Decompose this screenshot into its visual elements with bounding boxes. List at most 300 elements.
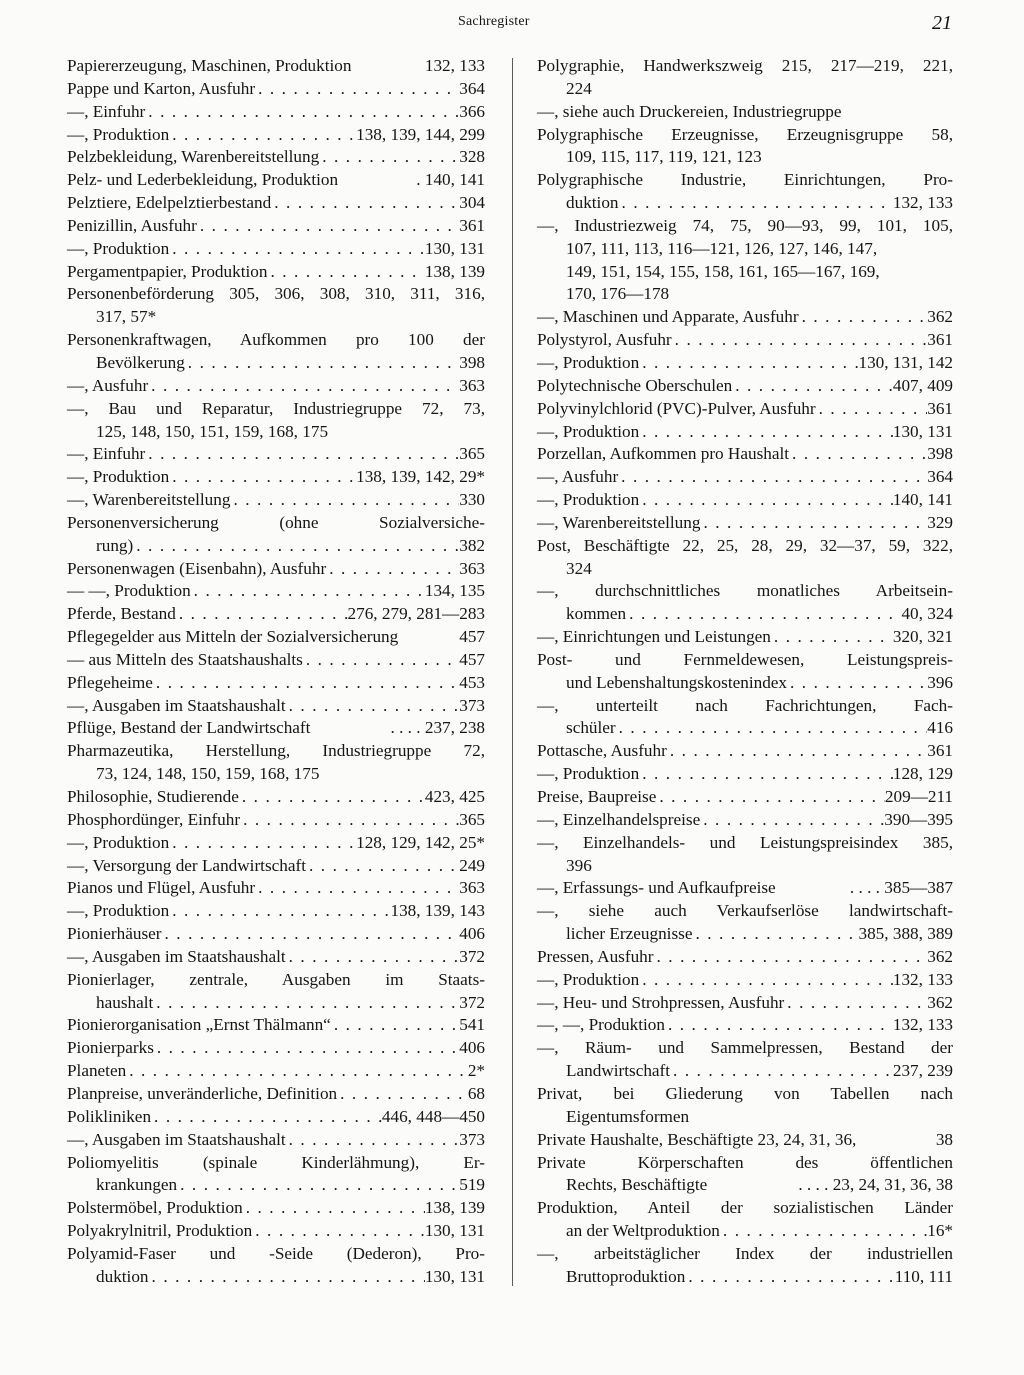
index-entry-pages: 132, 133 — [892, 193, 953, 213]
index-entry-term: Papiererzeugung, Maschinen, Produktion — [67, 56, 352, 75]
index-entry-pages: 320, 321 — [892, 627, 953, 647]
index-entry-term: Pflegeheime — [67, 672, 153, 692]
dot-leader — [239, 786, 425, 809]
dot-leader — [169, 832, 356, 855]
index-entry — [537, 101, 953, 124]
index-entry-text: Post- und Fernmeldewesen, Leistungspreis- — [537, 649, 953, 669]
index-entry — [67, 923, 485, 946]
index-entry-pages: 519 — [459, 1175, 485, 1195]
index-entry-term: Philosophie, Studierende — [67, 787, 239, 806]
index-entry-term: —, Heu- und Strohpressen, Ausfuhr — [537, 992, 785, 1012]
dot-leader — [331, 1014, 459, 1037]
index-entry-pages: 130, 131 — [892, 421, 953, 441]
dot-leader — [639, 763, 893, 786]
index-entry-pages: 361 — [927, 741, 953, 761]
index-entry — [537, 1266, 953, 1289]
dot-leader — [169, 466, 356, 489]
index-entry-text: Polygraphische Erzeugnisse, Erzeugnisgruppe 58, — [537, 124, 953, 144]
index-entry-term: —, Versorgung der Landwirtschaft — [67, 855, 306, 875]
dot-leader — [326, 558, 459, 581]
dot-leader — [169, 900, 390, 923]
index-entry — [537, 763, 953, 786]
index-entry-pages: 130, 131 — [424, 238, 485, 258]
index-column-left — [67, 55, 485, 1289]
index-entry-term: —, Produktion — [537, 764, 640, 784]
dot-leader — [133, 535, 459, 558]
index-entry-term: Porzellan, Aufkommen pro Haushalt — [537, 444, 790, 464]
index-entry-pages: 138, 139, 144, 299 — [356, 124, 485, 144]
index-entry — [67, 809, 485, 832]
index-entry-term: —, Produktion — [537, 969, 640, 989]
index-entry-term: —, Produktion — [67, 467, 170, 487]
index-entry-pages: 132, 133 — [892, 1015, 953, 1035]
index-entry-pages: 541 — [459, 1015, 485, 1035]
index-entry-term: Bevölkerung — [96, 352, 185, 372]
index-entry — [67, 215, 485, 238]
index-entry-text: Personenkraftwagen, Aufkommen pro 100 der — [67, 330, 485, 350]
index-entry-term: Pappe und Karton, Ausfuhr — [67, 78, 256, 98]
dot-leader — [197, 215, 459, 238]
dot-leader — [240, 809, 459, 832]
index-entry — [67, 1060, 485, 1083]
index-entry — [67, 283, 485, 306]
index-entry — [537, 169, 953, 192]
index-entry-text: 73, 124, 148, 150, 159, 168, 175 — [96, 764, 320, 784]
index-entry-term: Pionierparks — [67, 1038, 154, 1058]
index-entry-term: Landwirtschaft — [566, 1061, 671, 1081]
index-entry-term: — aus Mitteln des Staatshaushalts — [67, 649, 303, 669]
page-title: Sachregister — [458, 14, 530, 29]
index-entry-term: — —, Produktion — [67, 581, 191, 601]
index-entry — [537, 261, 953, 284]
dot-leader — [149, 1266, 425, 1289]
dot-leader — [169, 238, 425, 261]
index-entry-term: haushalt — [96, 992, 154, 1012]
index-entry-pages: . . . . 23, 24, 31, 36, 38 — [798, 1175, 953, 1195]
index-entry-pages: 40, 324 — [901, 604, 953, 624]
index-entry-pages: 68 — [467, 1083, 485, 1103]
index-entry — [537, 923, 953, 946]
index-entry — [67, 146, 485, 169]
index-column-right — [537, 55, 953, 1289]
index-entry — [67, 626, 485, 649]
dot-leader — [700, 512, 927, 535]
index-entry-text: —, Einzelhandels- und Leistungspreisindex 385, — [537, 832, 953, 852]
index-entry — [67, 1197, 485, 1220]
index-entry-term: Polikliniken — [67, 1106, 152, 1126]
index-entry-term: Preise, Baupreise — [537, 787, 657, 806]
index-entry-pages: . 140, 141 — [416, 170, 485, 190]
dot-leader — [303, 649, 459, 672]
index-entry — [537, 1083, 953, 1106]
index-entry-pages: 110, 111 — [894, 1266, 953, 1286]
index-entry-term: Pergamentpapier, Produktion — [67, 261, 268, 281]
index-entry — [67, 580, 485, 603]
index-entry-text: Pharmazeutika, Herstellung, Industriegruppe 72, — [67, 741, 485, 761]
index-entry — [67, 466, 485, 489]
index-entry — [537, 443, 953, 466]
index-entry — [537, 55, 953, 78]
index-entry — [67, 717, 485, 740]
index-entry — [537, 695, 953, 718]
dot-leader — [126, 1060, 468, 1083]
index-entry — [537, 969, 953, 992]
index-entry — [537, 1037, 953, 1060]
index-entry-term: und Lebenshaltungskostenindex — [566, 672, 788, 692]
dot-leader — [177, 1174, 459, 1197]
index-entry-term: —, Maschinen und Apparate, Ausfuhr — [537, 307, 799, 327]
index-entry — [67, 1014, 485, 1037]
index-entry — [537, 1243, 953, 1266]
index-entry-term: —, —, Produktion — [537, 1015, 665, 1035]
index-entry — [537, 1174, 953, 1197]
dot-leader — [639, 969, 893, 992]
index-entry-text: Eigentumsformen — [566, 1106, 690, 1126]
index-entry-text: —, arbeitstäglicher Index der industriellen — [537, 1243, 953, 1263]
index-entry-pages: 276, 279, 281—283 — [347, 604, 485, 624]
index-entry-term: Pelztiere, Edelpelztierbestand — [67, 193, 272, 213]
dot-leader — [243, 1197, 425, 1220]
dot-leader — [618, 466, 927, 489]
dot-leader — [151, 1106, 382, 1129]
index-entry — [67, 603, 485, 626]
dot-leader — [148, 375, 459, 398]
index-entry-term: —, Einfuhr — [67, 444, 146, 464]
index-entry — [67, 855, 485, 878]
index-entry — [67, 261, 485, 284]
index-entry-term: Planeten — [67, 1061, 127, 1081]
index-entry — [537, 421, 953, 444]
index-entry-pages: 365 — [459, 444, 485, 464]
index-entry — [537, 946, 953, 969]
index-entry — [67, 558, 485, 581]
dot-leader — [255, 877, 459, 900]
index-entry — [67, 512, 485, 535]
index-entry — [537, 489, 953, 512]
index-entry-pages: 373 — [459, 695, 485, 715]
dot-leader — [191, 580, 425, 603]
dot-leader — [787, 672, 927, 695]
index-entry — [537, 1060, 953, 1083]
index-entry-text: —, siehe auch Druckereien, Industriegruppe — [537, 101, 842, 121]
index-entry-text: Personenbeförderung 305, 306, 308, 310, 311, 316, — [67, 284, 485, 304]
index-entry — [67, 78, 485, 101]
index-entry — [67, 124, 485, 147]
dot-leader — [799, 306, 928, 329]
index-entry-text: 324 — [566, 558, 592, 578]
index-entry-term: duktion — [96, 1266, 149, 1286]
index-entry — [537, 992, 953, 1015]
index-entry-pages: 446, 448—450 — [381, 1106, 485, 1126]
index-entry — [67, 375, 485, 398]
index-entry — [537, 1152, 953, 1175]
index-entry-term: —, Warenbereitstellung — [537, 512, 701, 532]
index-entry-pages: 209—211 — [884, 787, 953, 806]
dot-leader — [154, 1037, 459, 1060]
index-entry-pages: 237, 239 — [892, 1061, 953, 1081]
dot-leader — [667, 740, 927, 763]
index-entry-text: Polygraphie, Handwerkszweig 215, 217—219, 221, — [537, 56, 953, 75]
index-entry-term: krankungen — [96, 1175, 178, 1195]
index-entry-term: —, Einrichtungen und Leistungen — [537, 627, 771, 647]
index-entry-term: Personenwagen (Eisenbahn), Ausfuhr — [67, 558, 327, 578]
index-entry-term: Pottasche, Ausfuhr — [537, 741, 667, 761]
index-entry — [67, 649, 485, 672]
index-entry — [67, 969, 485, 992]
index-entry-pages: 361 — [927, 398, 953, 418]
index-entry-pages: 361 — [927, 330, 953, 350]
dot-leader — [619, 192, 893, 215]
index-entry-term: Bruttoproduktion — [566, 1266, 686, 1286]
index-entry-pages: 363 — [459, 375, 485, 395]
index-entry-pages: 457 — [459, 649, 485, 669]
dot-leader — [337, 1083, 468, 1106]
index-entry-term: —, Produktion — [537, 490, 640, 510]
index-entry-term: Private Haushalte, Beschäftigte 23, 24, 31, 36, — [537, 1129, 857, 1149]
dot-leader — [286, 695, 460, 718]
page-header — [0, 12, 1024, 42]
index-entry-pages: 38 — [935, 1129, 953, 1149]
index-entry-text: Poliomyelitis (spinale Kinderlähmung), Er- — [67, 1152, 485, 1172]
index-entry-text: Privat, bei Gliederung von Tabellen nach — [537, 1083, 953, 1103]
index-entry-text: Post, Beschäftigte 22, 25, 28, 29, 32—37, 59, 322, — [537, 535, 953, 555]
index-entry-term: Phosphordünger, Einfuhr — [67, 809, 241, 829]
dot-leader — [771, 626, 893, 649]
index-entry — [67, 1129, 485, 1152]
index-entry — [67, 1106, 485, 1129]
index-entry-text: 170, 176—178 — [566, 284, 670, 304]
dot-leader — [185, 352, 459, 375]
index-entry — [537, 877, 953, 900]
index-entry-term: —, Produktion — [67, 901, 170, 921]
index-entry-text: —, siehe auch Verkaufserlöse landwirtschaft- — [537, 901, 953, 921]
index-entry-pages: 453 — [459, 672, 485, 692]
index-entry-text: Pionierlager, zentrale, Ausgaben im Staats- — [67, 969, 485, 989]
index-entry-pages: 362 — [927, 946, 953, 966]
index-entry-term: —, Ausgaben im Staatshaushalt — [67, 695, 286, 715]
index-entry-term: Polstermöbel, Produktion — [67, 1198, 243, 1218]
index-entry — [537, 809, 953, 832]
index-entry-term: —, Erfassungs- und Aufkaufpreise — [537, 878, 776, 898]
dot-leader — [319, 146, 459, 169]
index-entry — [67, 992, 485, 1015]
index-entry — [537, 1014, 953, 1037]
index-entry-term: Polyvinylchlorid (PVC)-Pulver, Ausfuhr — [537, 398, 816, 418]
index-entry-pages: 372 — [459, 992, 485, 1012]
index-entry — [537, 855, 953, 878]
index-entry — [537, 124, 953, 147]
index-entry-term: Planpreise, unveränderliche, Definition — [67, 1083, 338, 1103]
index-entry-text: —, Bau und Reparatur, Industriegruppe 72, 73, — [67, 398, 485, 418]
index-entry — [67, 55, 485, 78]
dot-leader — [692, 923, 858, 946]
dot-leader — [670, 1060, 893, 1083]
dot-leader — [784, 992, 927, 1015]
index-entry-pages: 130, 131, 142 — [858, 352, 953, 372]
dot-leader — [306, 855, 459, 878]
index-entry-pages: 366 — [459, 101, 485, 121]
index-entry — [67, 695, 485, 718]
index-entry — [537, 283, 953, 306]
index-entry-term: —, Ausfuhr — [67, 375, 149, 395]
index-entry — [537, 238, 953, 261]
index-entry-pages: 382 — [459, 535, 485, 555]
index-entry-pages: 16* — [927, 1221, 953, 1241]
dot-leader — [665, 1014, 893, 1037]
index-entry-pages: 372 — [459, 946, 485, 966]
index-entry — [67, 421, 485, 444]
index-entry — [537, 306, 953, 329]
index-entry — [537, 146, 953, 169]
index-entry-pages: 364 — [927, 467, 953, 487]
index-entry-term: —, Produktion — [537, 352, 640, 372]
index-entry-pages: 407, 409 — [892, 375, 953, 395]
dot-leader — [656, 786, 885, 809]
index-entry-text: 224 — [566, 78, 592, 98]
index-entry-text: 109, 115, 117, 119, 121, 123 — [566, 147, 762, 167]
index-entry — [67, 900, 485, 923]
index-entry-text: 107, 111, 113, 116—121, 126, 127, 146, 147, — [566, 238, 878, 258]
dot-leader — [672, 329, 928, 352]
dot-leader — [286, 946, 460, 969]
index-entry-pages: 329 — [927, 512, 953, 532]
index-entry — [67, 832, 485, 855]
index-entry-pages: 128, 129 — [892, 764, 953, 784]
index-entry — [537, 649, 953, 672]
index-entry — [537, 352, 953, 375]
index-entry — [67, 1037, 485, 1060]
dot-leader — [145, 443, 459, 466]
index-entry-pages: 328 — [459, 147, 485, 167]
index-entry-term: an der Weltproduktion — [566, 1221, 720, 1241]
dot-leader — [176, 603, 348, 626]
index-entry-term: —, Einzelhandelspreise — [537, 809, 701, 829]
index-entry — [537, 900, 953, 923]
index-entry — [67, 1083, 485, 1106]
index-entry-term: —, Ausgaben im Staatshaushalt — [67, 1129, 286, 1149]
dot-leader — [789, 443, 927, 466]
index-entry — [67, 1266, 485, 1289]
index-entry-pages: . . . . 385—387 — [849, 878, 953, 898]
dot-leader — [626, 603, 901, 626]
index-entry-term: Pionierorganisation „Ernst Thälmann“ — [67, 1015, 331, 1035]
index-entry — [537, 832, 953, 855]
index-entry-pages: 138, 139 — [424, 1198, 485, 1218]
index-entry — [537, 398, 953, 421]
index-entry — [537, 603, 953, 626]
index-entry-term: Pelzbekleidung, Warenbereitstellung — [67, 147, 320, 167]
index-entry — [67, 1243, 485, 1266]
index-entry-text: Polygraphische Industrie, Einrichtungen, Pro- — [537, 170, 953, 190]
index-entry-term: rung) — [96, 535, 134, 555]
dot-leader — [639, 352, 858, 375]
index-entry-pages: 138, 139 — [424, 261, 485, 281]
dot-leader — [732, 375, 893, 398]
index-entry-pages: 361 — [459, 215, 485, 235]
index-entry-term: —, Einfuhr — [67, 101, 146, 121]
dot-leader — [700, 809, 884, 832]
index-entry — [537, 78, 953, 101]
index-entry — [537, 580, 953, 603]
index-entry — [537, 1220, 953, 1243]
index-entry — [67, 101, 485, 124]
index-entry — [537, 215, 953, 238]
index-entry-term: duktion — [566, 193, 619, 213]
index-entry-pages: 385, 388, 389 — [858, 924, 953, 944]
dot-leader — [145, 101, 459, 124]
index-entry-text: Produktion, Anteil der sozialistischen Länder — [537, 1198, 953, 1218]
index-entry — [537, 192, 953, 215]
index-entry-term: Pionierhäuser — [67, 924, 162, 944]
index-entry-term: —, Ausfuhr — [537, 467, 619, 487]
index-entry-term: schüler — [566, 718, 616, 738]
index-entry-pages: 406 — [459, 924, 485, 944]
index-entry — [537, 466, 953, 489]
index-entry-text: —, durchschnittliches monatliches Arbeitsein- — [537, 581, 953, 601]
dot-leader — [639, 489, 893, 512]
index-entry-pages: 398 — [927, 444, 953, 464]
index-entry-term: Pianos und Flügel, Ausfuhr — [67, 878, 256, 898]
index-entry — [67, 489, 485, 512]
index-entry-term: kommen — [566, 604, 627, 624]
index-entry — [67, 1220, 485, 1243]
index-entry-pages: 132, 133 — [892, 969, 953, 989]
index-entry-pages: 128, 129, 142, 25* — [356, 832, 485, 852]
index-entry — [537, 626, 953, 649]
dot-leader — [153, 992, 459, 1015]
index-entry-pages: 140, 141 — [892, 490, 953, 510]
index-entry — [67, 352, 485, 375]
index-entry — [67, 877, 485, 900]
index-entry — [537, 1129, 953, 1152]
index-entry-term: —, Produktion — [67, 832, 170, 852]
index-entry-pages: 363 — [459, 878, 485, 898]
index-entry-pages: 138, 139, 142, 29* — [356, 467, 485, 487]
index-entry-term: Pflüge, Bestand der Landwirtschaft — [67, 718, 311, 738]
index-entry-term: Pelz- und Lederbekleidung, Produktion — [67, 170, 339, 190]
index-entry-pages: 390—395 — [884, 809, 953, 829]
index-entry-term: Pressen, Ausfuhr — [537, 946, 654, 966]
index-entry — [67, 946, 485, 969]
index-entry-text: Personenversicherung (ohne Sozialversiche- — [67, 512, 485, 532]
index-entry — [67, 238, 485, 261]
index-entry-term: Polytechnische Oberschulen — [537, 375, 733, 395]
index-entry-term: Polyakrylnitril, Produktion — [67, 1221, 253, 1241]
index-entry-term: Polystyrol, Ausfuhr — [537, 330, 672, 350]
index-entry-pages: 373 — [459, 1129, 485, 1149]
index-entry-term: —, Ausgaben im Staatshaushalt — [67, 946, 286, 966]
dot-leader — [271, 192, 459, 215]
index-entry-term: Pferde, Bestand — [67, 604, 176, 624]
index-entry-pages: 130, 131 — [424, 1266, 485, 1286]
dot-leader — [720, 1220, 927, 1243]
column-divider — [512, 58, 513, 1286]
index-entry — [537, 375, 953, 398]
index-entry-term: Pflegegelder aus Mitteln der Sozialversicherung — [67, 627, 399, 647]
index-entry-text: 125, 148, 150, 151, 159, 168, 175 — [96, 421, 329, 441]
index-entry — [537, 558, 953, 581]
index-entry-pages: 330 — [459, 490, 485, 510]
dot-leader — [153, 672, 459, 695]
index-entry — [67, 398, 485, 421]
index-entry-term: Rechts, Beschäftigte — [566, 1175, 708, 1195]
index-entry — [537, 740, 953, 763]
index-entry-pages: 362 — [927, 992, 953, 1012]
index-entry-pages: 365 — [459, 809, 485, 829]
index-entry — [537, 535, 953, 558]
index-entry-text: —, Räum- und Sammelpressen, Bestand der — [537, 1038, 953, 1058]
index-entry — [537, 329, 953, 352]
